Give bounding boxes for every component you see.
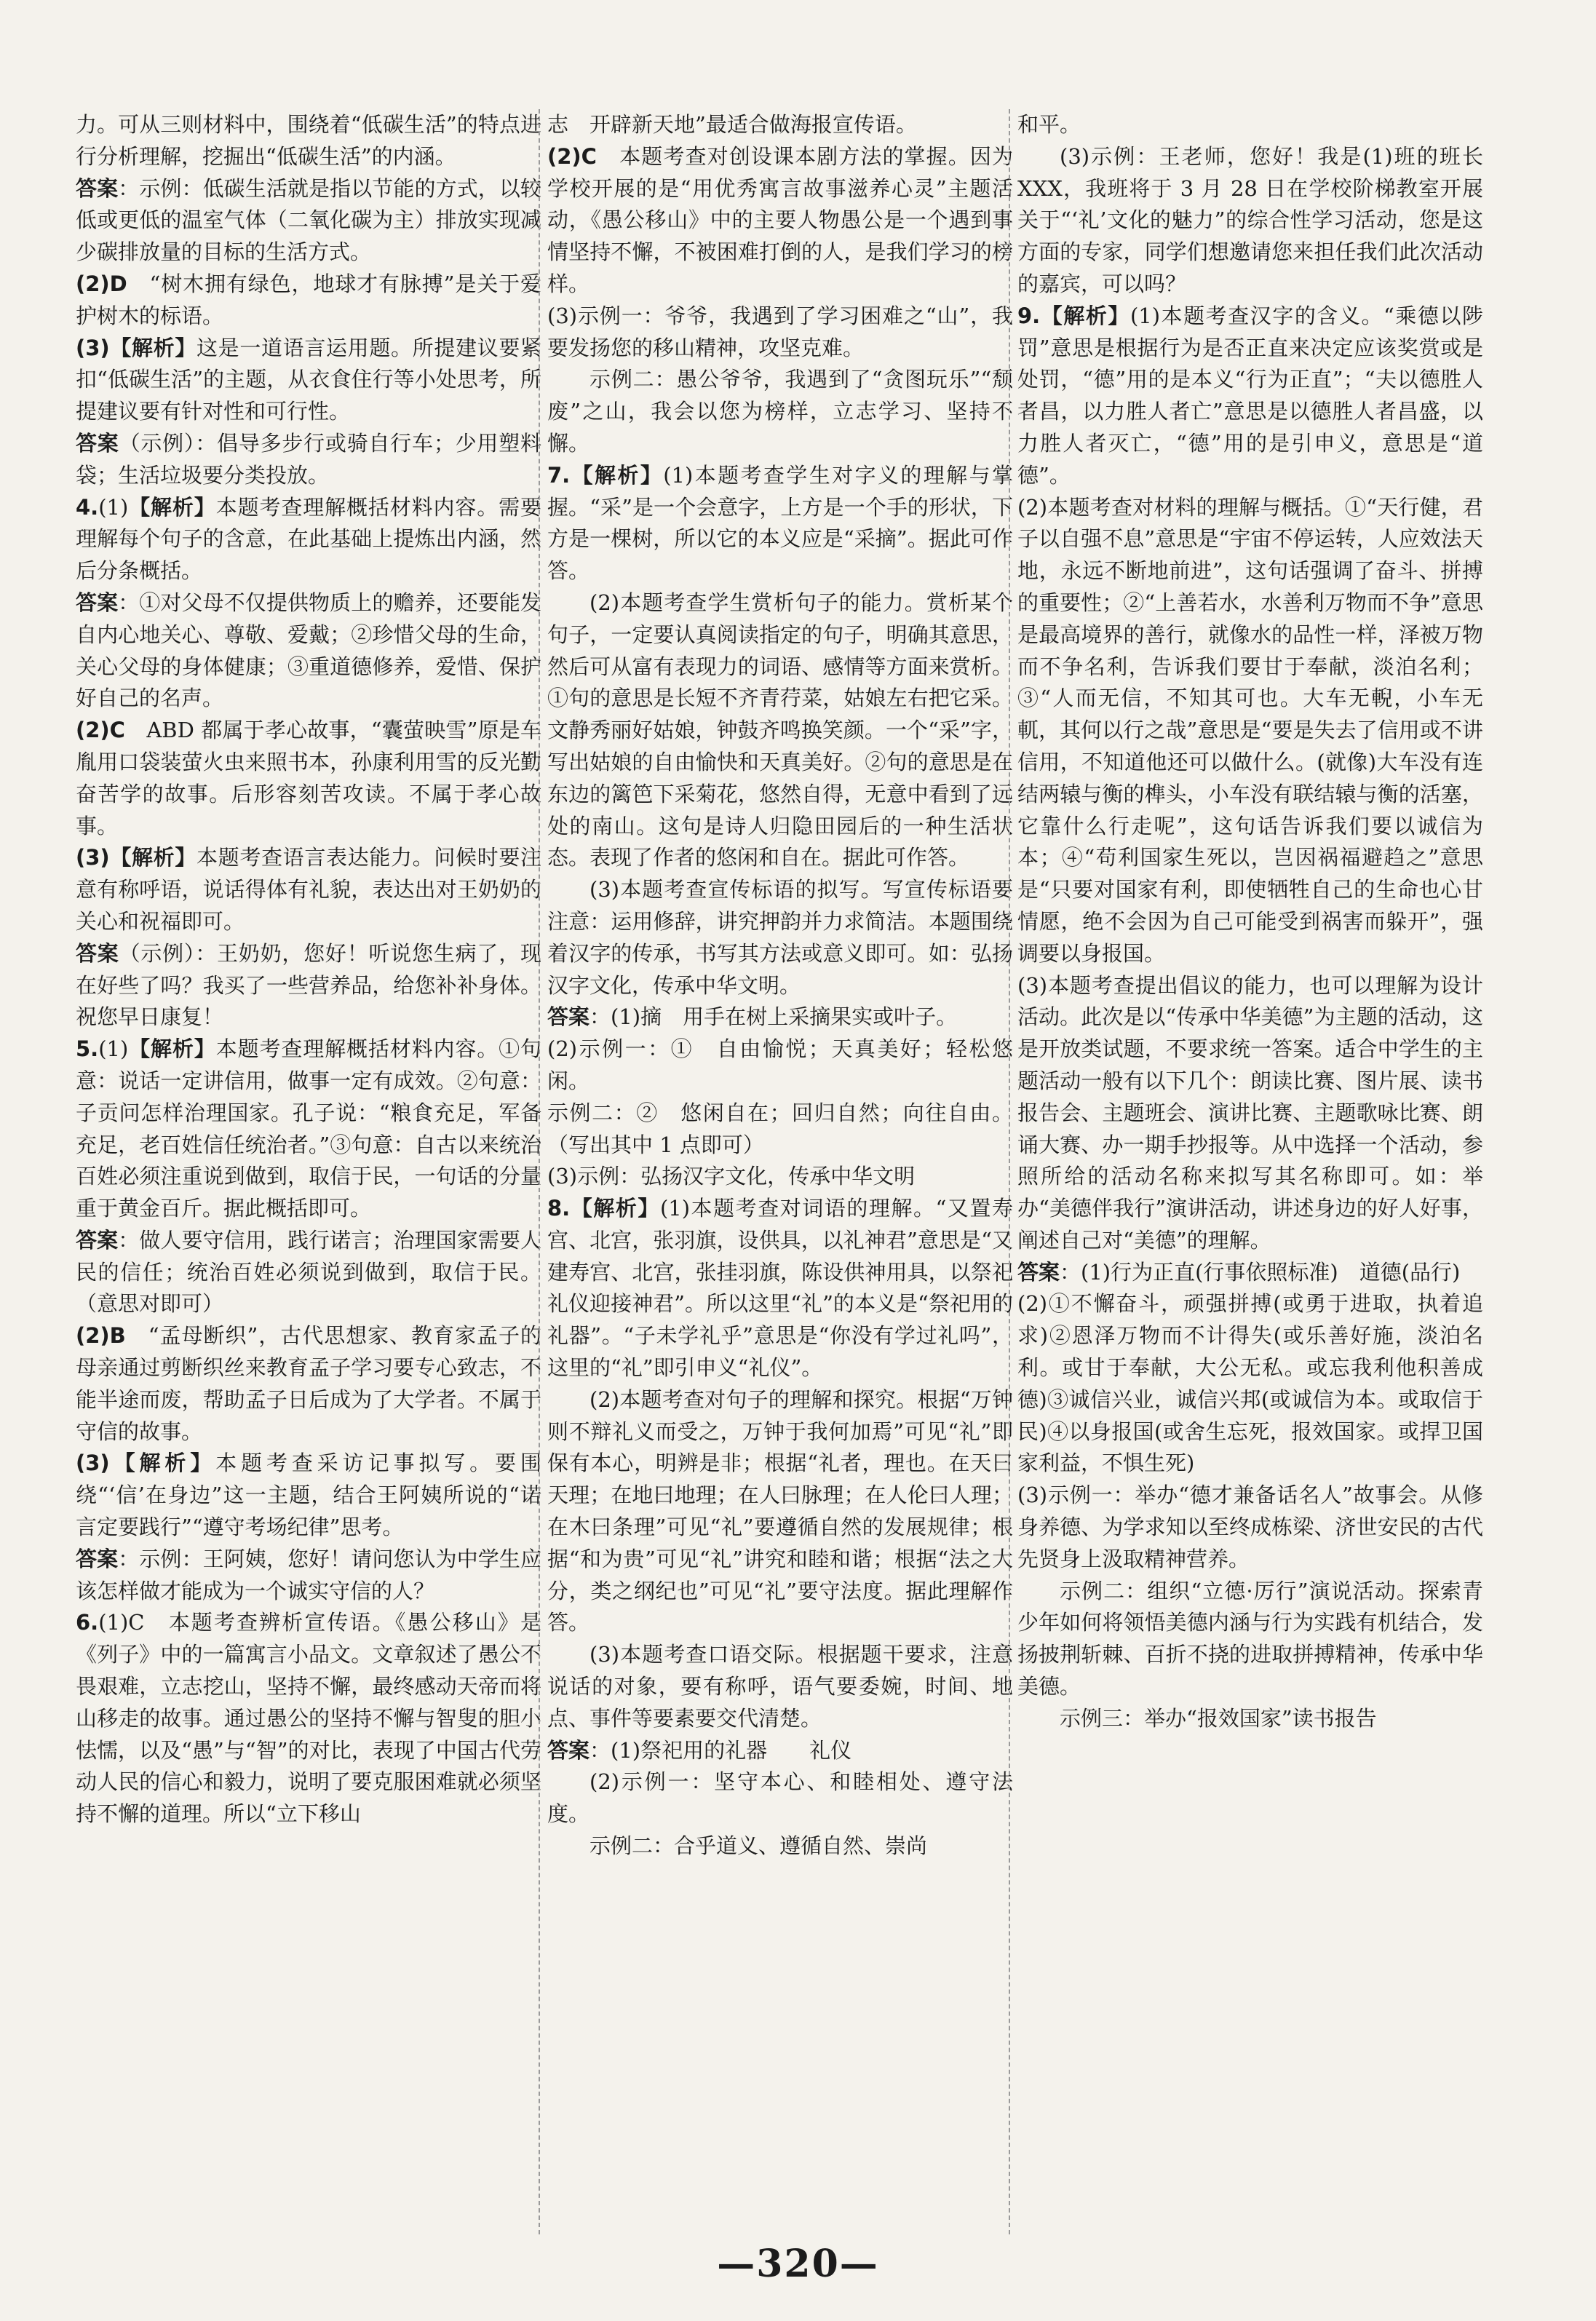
paragraph-text: (1)本题考查学生对字义的理解与掌握。“采”是一个会意字，上方是一个手的形状，下方是一棵树，所以它的本义应是“采摘”。据此可作答。: [547, 462, 1013, 584]
paragraph-text: (3)示例一：举办“德才兼备话名人”故事会。从修身养德、为学求知以至终成栋梁、济世安民的古代先贤身上汲取精神营养。: [1017, 1483, 1483, 1571]
answer-paragraph: [76, 842, 541, 937]
section-tag: 【解析】: [128, 494, 216, 520]
paragraph-text: (3)本题考查口语交际。根据题干要求，注意说话的对象，要有称呼，语气要委婉，时间、地点、事件等要素要交代清楚。: [547, 1642, 1013, 1731]
answer-paragraph: [547, 1193, 1013, 1384]
answer-paragraph: [547, 364, 1013, 459]
answer-paragraph: [1017, 301, 1483, 492]
answer-paragraph: [76, 269, 541, 333]
question-number: (2)D: [76, 271, 127, 296]
answer-paragraph: [76, 938, 541, 1033]
paragraph-text: ：做人要守信用，践行诺言；治理国家需要人民的信任；统治百姓必须说到做到，取信于民。（意思对即可）: [76, 1227, 541, 1317]
paragraph-text: 示例二：愚公爷爷，我遇到了“贪图玩乐”“颓废”之山，我会以您为榜样，立志学习、坚持不懈。: [547, 367, 1013, 456]
paragraph-text: 和平。: [1017, 112, 1081, 137]
question-number: 7.: [547, 462, 571, 488]
paragraph-text: (2)本题考查对句子的理解和探究。根据“万钟则不辩礼义而受之，万钟于我何加焉”可见“礼”即保有本心，明辨是非；根据“礼者，理也。在天曰天理；在地曰地理；在人曰脉理；在人伦曰人理；在木曰条理”可见“礼”要遵循自然的发展规律；根据“和为贵”可见“礼”讲究和睦和谐；根据“法之大分，类之纲纪也”可见“礼”要守法度。据此理解作答。: [547, 1386, 1013, 1635]
paragraph-text: (1): [98, 1036, 129, 1062]
answer-paragraph: [547, 1161, 1013, 1193]
answer-paragraph: [547, 1766, 1013, 1830]
paragraph-text: ：①对父母不仅提供物质上的赡养，还要能发自内心地关心、尊敬、爱戴；②珍惜父母的生命，关心父母的身体健康；③重道德修养，爱惜、保护好自己的名声。: [76, 590, 541, 711]
answer-paragraph: [76, 428, 541, 492]
answer-paragraph: [1017, 492, 1483, 970]
answer-paragraph: [547, 109, 1013, 141]
question-number: 6.: [76, 1610, 99, 1635]
paragraph-text: ：(1)行为正直(行事依照标准) 道德(品行): [1060, 1259, 1461, 1285]
paragraph-text: 这是一道语言运用题。所提建议要紧扣“低碳生活”的主题，从衣食住行等小处思考，所提建议要有针对性和可行性。: [76, 335, 541, 424]
question-number: 5.: [76, 1036, 99, 1062]
answer-paragraph: [547, 141, 1013, 301]
section-tag: 答案: [76, 1227, 119, 1253]
paragraph-text: ABD 都属于孝心故事，“囊萤映雪”原是车胤用口袋装萤火虫来照书本，孙康利用雪的反光勤奋苦学的故事。后形容刻苦攻读。不属于孝心故事。: [76, 718, 541, 838]
answer-paragraph: [76, 715, 541, 842]
paragraph-text: (3)本题考查提出倡议的能力，也可以理解为设计活动。此次是以“传承中华美德”为主题的活动，这是开放类试题，不要求统一答案。适合中学生的主题活动一般有以下几个：朗读比赛、图片展、读书报告会、主题班会、演讲比赛、主题歌咏比赛、朗诵大赛、办一期手抄报等。从中选择一个活动，参照所给的活动名称来拟写其名称即可。如：举办“美德伴我行”演讲活动，讲述身边的好人好事，阐述自己对“美德”的理解。: [1017, 972, 1483, 1253]
paragraph-text: (1): [98, 494, 129, 520]
question-number: (3): [76, 1451, 110, 1476]
paragraph-text: “树木拥有绿色，地球才有脉搏”是关于爱护树木的标语。: [76, 271, 541, 328]
section-tag: 答案: [547, 1004, 590, 1030]
answer-paragraph: [76, 173, 541, 269]
question-number: 9.: [1017, 303, 1041, 328]
question-number: (2)C: [76, 718, 125, 743]
section-tag: 【解析】: [570, 462, 664, 488]
answer-paragraph: [547, 1735, 1013, 1767]
answer-paragraph: [547, 1033, 1013, 1098]
paragraph-text: (2)本题考查对材料的理解与概括。①“天行健，君子以自强不息”意思是“宇宙不停运转，人应效法天地，永远不断地前进”，这句话强调了奋斗、拼搏的重要性；②“上善若水，水善利万物而不争”意思是最高境界的善行，就像水的品性一样，泽被万物而不争名利，告诉我们要甘于奉献，淡泊名利；③“人而无信，不知其可也。大车无輗，小车无軏，其何以行之哉”意思是“要是失去了信用或不讲信用，不知道他还可以做什么。(就像)大车没有连结两辕与衡的榫头，小车没有联结辕与衡的活塞，它靠什么行走呢”，这句话告诉我们要以诚信为本；④“苟利国家生死以，岂因祸福避趋之”意思是“只要对国家有利，即使牺牲自己的生命也心甘情愿，绝不会因为自己可能受到祸害而躲开”，强调要以身报国。: [1017, 494, 1483, 966]
answer-paragraph: [76, 492, 541, 587]
section-tag: 【解析】: [128, 1036, 216, 1062]
paragraph-text: 示例三：举办“报效国家”读书报告: [1060, 1705, 1377, 1731]
column-middle: [547, 109, 1013, 2227]
paragraph-text: (1)本题考查对词语的理解。“又置寿宫、北宫，张羽旗，设供具，以礼神君”意思是“又建寿宫、北宫，张挂羽旗，陈设供神用具，以祭祀礼仪迎接神君”。所以这里“礼”的本义是“祭祀用的礼器”。“子未学礼乎”意思是“你没有学过礼吗”，这里的“礼”即引申义“礼仪”。: [547, 1196, 1013, 1381]
section-tag: 答案: [1017, 1259, 1060, 1285]
paragraph-text: (3)本题考查宣传标语的拟写。写宣传标语要注意：运用修辞，讲究押韵并力求简洁。本题围绕着汉字的传承，书写其方法或意义即可。如：弘扬汉字文化，传承中华文明。: [547, 877, 1013, 998]
section-tag: 【解析】: [109, 845, 197, 870]
paragraph-text: (2)示例一：① 自由愉悦；天真美好；轻松悠闲。: [547, 1036, 1013, 1093]
answer-paragraph: [76, 1033, 541, 1225]
answer-paragraph: [76, 1448, 541, 1543]
answer-paragraph: [76, 587, 541, 715]
answer-paragraph: [547, 1639, 1013, 1734]
section-tag: 答案: [76, 1546, 119, 1571]
paragraph-text: 志 开辟新天地”最适合做海报宣传语。: [547, 112, 917, 137]
answer-paragraph: [1017, 1576, 1483, 1703]
paragraph-text: ：示例：王阿姨，您好！请问您认为中学生应该怎样做才能成为一个诚实守信的人？: [76, 1546, 541, 1603]
paragraph-text: (3)示例：弘扬汉字文化，传承中华文明: [547, 1164, 916, 1189]
answer-paragraph: [1017, 1257, 1483, 1289]
paragraph-text: ：示例：低碳生活就是指以节能的方式，以较低或更低的温室气体（二氧化碳为主）排放实现减少碳排放量的目标的生活方式。: [76, 175, 541, 265]
answer-paragraph: [1017, 141, 1483, 301]
column-left: [76, 109, 541, 2227]
section-tag: 答案: [547, 1737, 590, 1763]
question-number: (2)B: [76, 1323, 126, 1349]
answer-paragraph: [547, 874, 1013, 1001]
answer-paragraph: [1017, 1703, 1483, 1735]
answer-paragraph: [1017, 970, 1483, 1257]
answer-paragraph: [76, 1607, 541, 1830]
answer-paragraph: [76, 109, 541, 173]
paragraph-text: (3)示例：王老师，您好！我是(1)班的班长XXX，我班将于 3 月 28 日在学校阶梯教室开展关于“‘礼’文化的魅力”的综合性学习活动，您是这方面的专家，同学们想邀请您来担任我们此次活动的嘉宾，可以吗？: [1017, 143, 1483, 296]
paragraph-text: 示例二：② 悠闲自在；回归自然；向往自由。（写出其中 1 点即可）: [547, 1100, 1013, 1157]
section-tag: 【解析】: [1040, 303, 1130, 328]
paragraph-text: （示例）：王奶奶，您好！听说您生病了，现在好些了吗？我买了一些营养品，给您补补身体。祝您早日康复！: [76, 940, 541, 1030]
paragraph-text: (3)示例一：爷爷，我遇到了学习困难之“山”，我要发扬您的移山精神，攻坚克难。: [547, 303, 1013, 360]
answer-paragraph: [547, 301, 1013, 365]
column-divider: [539, 109, 540, 2234]
paragraph-text: (2)本题考查学生赏析句子的能力。赏析某个句子，一定要认真阅读指定的句子，明确其意思，然后可从富有表现力的词语、感情等方面来赏析。①句的意思是长短不齐青荇菜，姑娘左右把它采。文静秀丽好姑娘，钟鼓齐鸣换笑颜。一个“采”字，写出姑娘的自由愉快和天真美好。②句的意思是在东边的篱笆下采菊花，悠然自得，无意中看到了远处的南山。这句是诗人归隐田园后的一种生活状态。表现了作者的悠闲和自在。据此可作答。: [547, 590, 1013, 870]
paragraph-text: (2)①不懈奋斗，顽强拼搏(或勇于进取，执着追求)②恩泽万物而不计得失(或乐善好施，淡泊名利。或甘于奉献，大公无私。或忘我利他积善成德)③诚信兴业，诚信兴邦(或诚信为本。或取信于民)④以身报国(或舍生忘死，报效国家。或捍卫国家利益，不惧生死): [1017, 1291, 1483, 1476]
section-tag: 答案: [76, 175, 119, 201]
paragraph-text: (2)示例一：坚守本心、和睦相处、遵守法度。: [547, 1769, 1013, 1827]
paragraph-text: 本题考查理解概括材料内容。需要理解每个句子的含意，在此基础上提炼出内涵，然后分条概括。: [76, 494, 541, 584]
paragraph-text: 本题考查采访记事拟写。要围绕“‘信’在身边”这一主题，结合王阿姨所说的“诺言定要践行”“遵守考场纪律”思考。: [76, 1451, 541, 1540]
paragraph-text: 本题考查语言表达能力。问候时要注意有称呼语，说话得体有礼貌，表达出对王奶奶的关心和祝福即可。: [76, 845, 541, 934]
paragraph-text: 示例二：合乎道义、遵循自然、崇尚: [589, 1833, 928, 1859]
section-tag: 【解析】: [570, 1196, 660, 1221]
paragraph-text: (1)C 本题考查辨析宣传语。《愚公移山》是《列子》中的一篇寓言小品文。文章叙述了愚公不畏艰难，立志挖山，坚持不懈，最终感动天帝而将山移走的故事。通过愚公的坚持不懈与智叟的胆小怯懦，以及“愚”与“智”的对比，表现了中国古代劳动人民的信心和毅力，说明了要克服困难就必须坚持不懈的道理。所以“立下移山: [76, 1610, 541, 1827]
question-number: (3): [76, 845, 110, 870]
paragraph-text: （示例）：倡导多步行或骑自行车；少用塑料袋；生活垃圾要分类投放。: [76, 430, 541, 488]
section-tag: 【解析】: [109, 1451, 216, 1476]
section-tag: 答案: [76, 590, 119, 615]
question-number: (2)C: [547, 143, 597, 169]
paragraph-text: “孟母断织”，古代思想家、教育家孟子的母亲通过剪断织丝来教育孟子学习要专心致志，不能半途而废，帮助孟子日后成为了大学者。不属于守信的故事。: [76, 1323, 541, 1444]
question-number: (3): [76, 335, 110, 360]
answer-paragraph: [547, 1384, 1013, 1639]
answer-paragraph: [1017, 109, 1483, 141]
section-tag: 【解析】: [109, 335, 197, 360]
answer-paragraph: [76, 1544, 541, 1608]
answer-paragraph: [547, 1001, 1013, 1033]
answer-paragraph: [76, 1320, 541, 1448]
paragraph-text: (1)本题考查汉字的含义。“乘德以陟罚”意思是根据行为是否正直来决定应该奖赏或是处罚，“德”用的是本义“行为正直”；“夫以德胜人者昌，以力胜人者亡”意思是以德胜人者昌盛，以力胜人者灭亡，“德”用的是引申义，意思是“道德”。: [1017, 303, 1483, 488]
page-number: —320—: [717, 2242, 879, 2286]
answer-paragraph: [547, 460, 1013, 587]
answer-paragraph: [547, 1830, 1013, 1862]
answer-paragraph: [547, 587, 1013, 874]
answer-paragraph: [1017, 1480, 1483, 1575]
answer-paragraph: [76, 1225, 541, 1320]
answer-paragraph: [547, 1098, 1013, 1162]
paragraph-text: 本题考查理解概括材料内容。①句意：说话一定讲信用，做事一定有成效。②句意：子贡问怎样治理国家。孔子说：“粮食充足，军备充足，老百姓信任统治者。”③句意：自古以来统治百姓必须注重说到做到，取信于民，一句话的分量重于黄金百斤。据此概括即可。: [76, 1036, 541, 1221]
question-number: 4.: [76, 494, 99, 520]
answer-paragraph: [76, 333, 541, 428]
answer-paragraph: [1017, 1288, 1483, 1480]
column-divider: [1009, 109, 1010, 2234]
paragraph-text: ：(1)摘 用手在树上采摘果实或叶子。: [589, 1004, 958, 1030]
question-number: 8.: [547, 1196, 571, 1221]
paragraph-text: ：(1)祭祀用的礼器 礼仪: [589, 1737, 852, 1763]
paragraph-text: 示例二：组织“立德·厉行”演说活动。探索青少年如何将领悟美德内涵与行为实践有机结合，发扬披荆斩棘、百折不挠的进取拼搏精神，传承中华美德。: [1017, 1578, 1483, 1699]
section-tag: 答案: [76, 940, 119, 966]
paragraph-text: 力。可从三则材料中，围绕着“低碳生活”的特点进行分析理解，挖掘出“低碳生活”的内涵。: [76, 112, 541, 169]
column-right: [1017, 109, 1483, 2227]
section-tag: 答案: [76, 430, 119, 456]
paragraph-text: 本题考查对创设课本剧方法的掌握。因为学校开展的是“用优秀寓言故事滋养心灵”主题活动，《愚公移山》中的主要人物愚公是一个遇到事情坚持不懈，不被困难打倒的人，是我们学习的榜样。: [547, 143, 1013, 296]
